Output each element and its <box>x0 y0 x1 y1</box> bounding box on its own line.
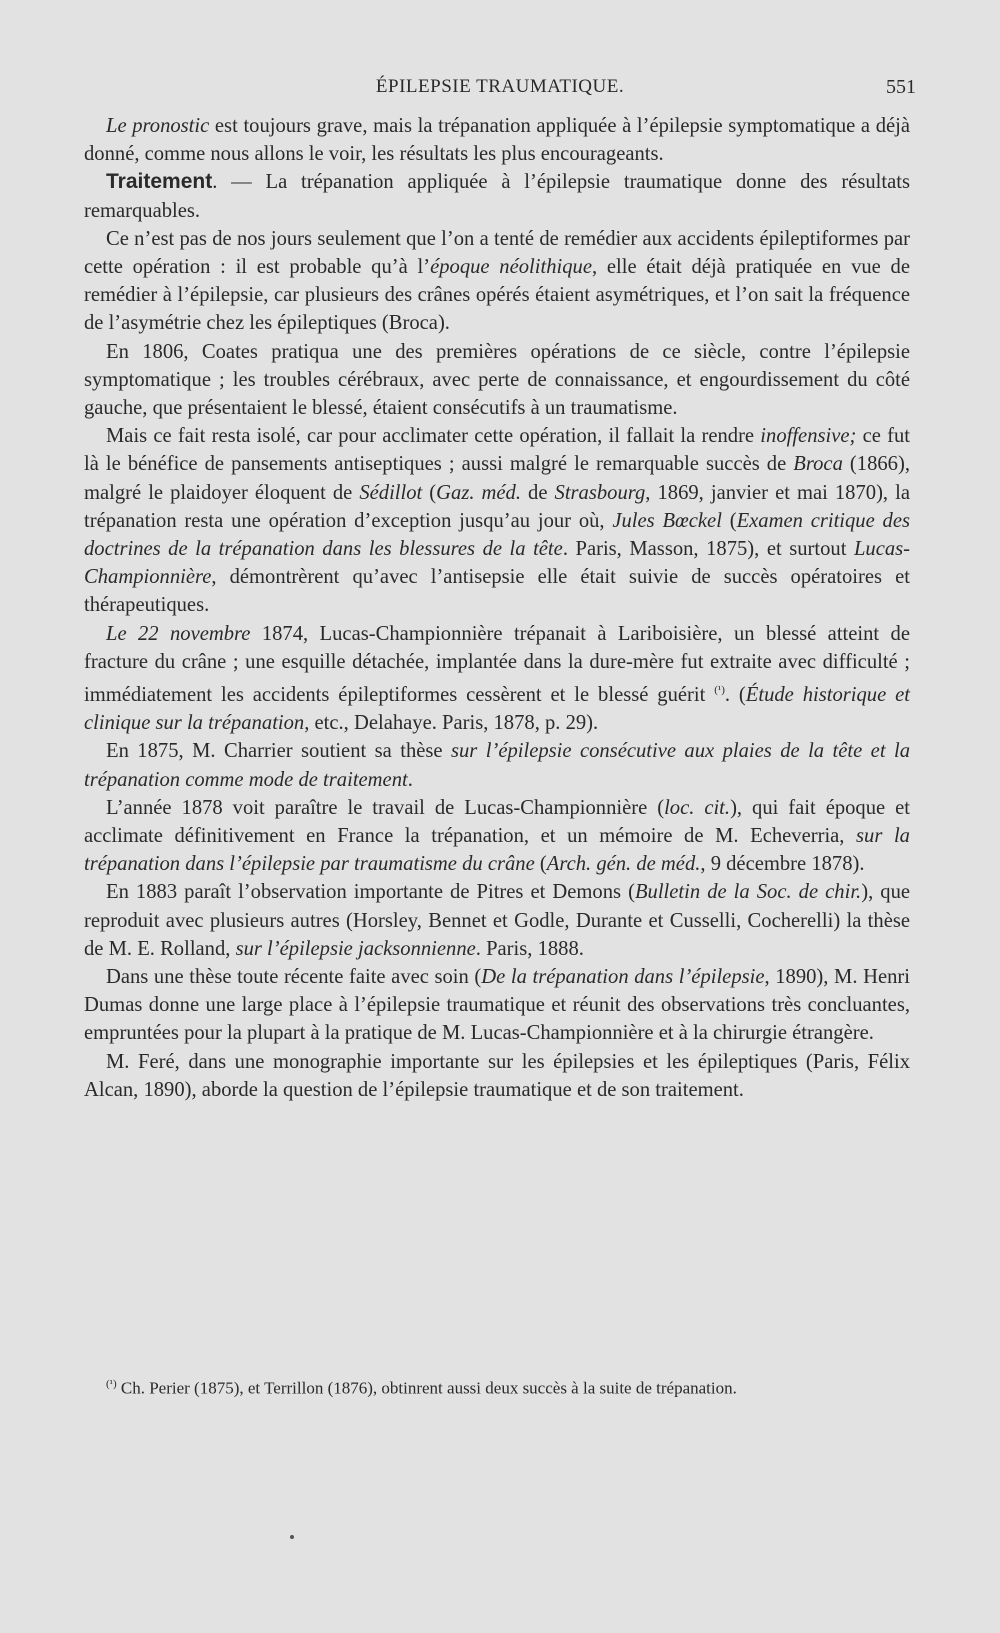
italic-name: Sédillot <box>359 481 423 504</box>
paragraph-text: (1866), malgré le plaidoyer éloquent de <box>84 453 910 504</box>
italic-citation: Bulletin de la Soc. de chir. <box>634 881 862 904</box>
paragraph-text: est toujours grave, mais la trépanation appliquée à l’épilepsie symptomatique a déjà donné, comme nous allons le voir, les résultats les plus encourageants. <box>84 115 910 166</box>
paragraph-text: . Paris, Masson, 1875), et surtout <box>562 538 854 561</box>
paragraph-1883 <box>84 878 910 963</box>
paragraph-1878 <box>84 794 910 879</box>
italic-citation: Gaz. méd. <box>436 481 521 504</box>
paragraph-fere <box>84 1048 910 1104</box>
print-speck <box>290 1535 294 1539</box>
footnotes <box>84 1372 910 1401</box>
paragraph-text: Ce n’est pas de nos jours seulement que l’on a tenté de remédier aux accidents épileptiformes par cette opération : il est probable qu’à l’ <box>84 227 910 279</box>
italic-citation: Examen critique des doctrines de la trépanation dans les blessures de la tête <box>84 509 910 561</box>
paragraph-1874-case <box>84 620 910 738</box>
paragraph-treatment <box>84 168 910 224</box>
paragraph-history <box>84 225 910 338</box>
paragraph-text: . <box>407 768 413 791</box>
paragraph-text: , démontrèrent qu’avec l’antisepsie elle était suivie de succès opératoires et thérapeutiques. <box>84 566 910 617</box>
italic-name: Lucas-Championnière <box>84 538 911 589</box>
italic-citation: Strasbourg <box>554 481 646 504</box>
paragraph-antisepsis <box>84 422 910 619</box>
footnote <box>84 1372 910 1401</box>
paragraph-text: , 1869, janvier et mai 1870), la trépanation resta une opération d’exception jusqu’au jour où, <box>84 481 910 532</box>
italic-citation: sur l’épilepsie jacksonnienne <box>235 937 476 960</box>
running-title: ÉPILEPSIE TRAUMATIQUE. <box>375 76 625 97</box>
paragraph-text: ce fut là le bénéfice de pansements antiseptiques ; aussi malgré le remarquable succès de <box>84 425 910 476</box>
paragraph-text: 1874, Lucas-Championnière trépanait à Lariboisière, un blessé atteint de fracture du crâne ; une esquille détachée, implantée dans la dure-mère fut extraite avec difficulté ; immédiatement les accidents épileptiformes cessèrent et le blessé guérit <box>84 622 910 706</box>
paragraph-text: ( <box>422 481 437 504</box>
paragraph-charrier <box>84 737 910 793</box>
italic-citation: loc. cit. <box>664 796 731 819</box>
paragraph-text: , etc., Delahaye. Paris, 1878, p. 29). <box>304 712 599 735</box>
paragraph-text: Dans une thèse toute récente faite avec soin ( <box>106 965 482 988</box>
paragraph-text: , 9 décembre 1878). <box>700 853 865 876</box>
paragraph-text: ), que reproduit avec plusieurs autres (Horsley, Bennet et Godle, Durante et Cusselli, Cocherelli) la thèse de M. E. Rolland, <box>84 881 911 960</box>
paragraph-text: , elle était déjà pratiquée en vue de remédier à l’épilepsie, car plusieurs des crânes opérés étaient asymétriques, et l’on sait la fréquence de l’asymétrie chez les épileptiques (Broca). <box>84 256 910 335</box>
paragraph-text: En 1806, Coates pratiqua une des premières opérations de ce siècle, contre l’épilepsie symptomatique ; les troubles cérébraux, avec perte de connaissance, et engourdissement du côté gauche, que présentaient le blessé, étaient consécutifs à un traumatisme. <box>84 340 910 420</box>
section-heading: Traitement <box>106 170 213 194</box>
italic-term: époque néolithique <box>430 256 592 279</box>
paragraph-text: En 1875, M. Charrier soutient sa thèse <box>106 740 451 763</box>
paragraph-text: . — La trépanation appliquée à l’épilepsie traumatique donne des résultats remarquables. <box>84 171 910 222</box>
italic-name: Jules Bœckel <box>612 509 722 532</box>
page-header <box>84 76 916 104</box>
italic-citation: sur l’épilepsie consécutive aux plaies de la tête et la trépanation comme mode de traitement <box>84 740 910 791</box>
page-number: 551 <box>886 76 916 98</box>
paragraph-text: L’année 1878 voit paraître le travail de Lucas-Championnière ( <box>106 796 665 819</box>
paragraph-text: M. Feré, dans une monographie importante sur les épilepsies et les épileptiques (Paris, Félix Alcan, 1890), aborde la question de l’épilepsie traumatique et de son traitement. <box>84 1050 910 1101</box>
paragraph-text: Mais ce fait resta isolé, car pour acclimater cette opération, il fallait la rendre <box>106 425 761 448</box>
paragraph-text: , 1890), M. Henri Dumas donne une large place à l’épilepsie traumatique et réunit des observations très concluantes, empruntées pour la plupart à la pratique de M. Lucas-Championnière et à la chirurgie étrangère. <box>84 965 910 1045</box>
paragraph-prognosis <box>84 112 910 168</box>
footnote-mark: (¹) <box>106 1378 117 1390</box>
paragraph-text: . ( <box>724 683 746 706</box>
paragraph-text: ( <box>534 853 547 876</box>
italic-citation: Arch. gén. de méd. <box>546 853 701 876</box>
paragraph-coates <box>84 338 910 423</box>
footnote-text: Ch. Perier (1875), et Terrillon (1876), obtinrent aussi deux succès à la suite de trépanation. <box>116 1378 737 1398</box>
paragraph-text: ( <box>721 509 737 532</box>
italic-citation: sur la trépanation dans l’épilepsie par traumatisme du crâne <box>84 824 910 876</box>
italic-name: Broca <box>793 453 843 476</box>
paragraph-text: En 1883 paraît l’observation importante de Pitres et Demons ( <box>106 881 635 904</box>
italic-citation: De la trépanation dans l’épilepsie <box>481 965 765 988</box>
paragraph-text: . Paris, 1888. <box>475 937 584 960</box>
italic-citation: Étude historique et clinique sur la trépanation <box>84 683 911 735</box>
paragraph-dumas <box>84 963 910 1048</box>
italic-term: Le pronostic <box>106 115 210 137</box>
italic-date: Le 22 novembre <box>106 622 251 645</box>
paragraph-text: ), qui fait époque et acclimate définitivement en France la trépanation, et un mémoire de M. Echeverria, <box>84 796 910 847</box>
body-text <box>84 112 910 1104</box>
italic-term: inoffensive; <box>760 425 857 448</box>
paragraph-text: de <box>521 481 555 504</box>
footnote-reference[interactable]: (¹) <box>714 684 725 697</box>
